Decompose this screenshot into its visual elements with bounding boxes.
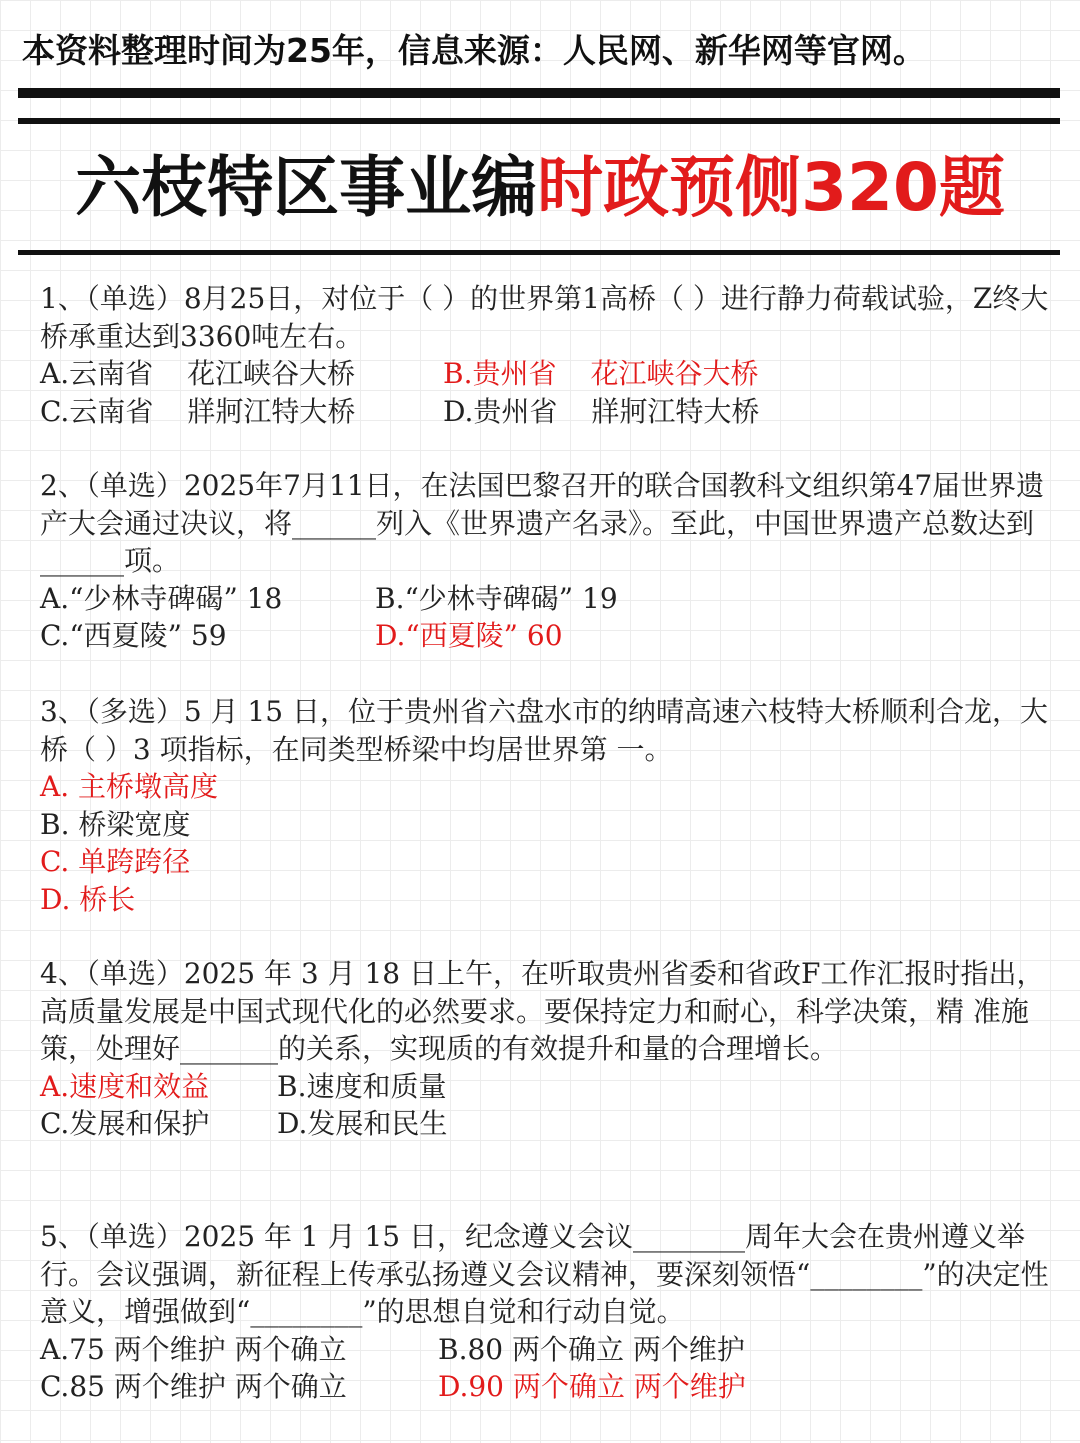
options-row — [40, 1068, 1055, 1106]
source-notice: 本资料整理时间为25年，信息来源：人民网、新华网等官网。 — [22, 31, 926, 70]
top-divider-thin — [18, 118, 1060, 124]
option-c: C.发展和保护 — [40, 1107, 210, 1140]
title-red-part: 时政预侧320题 — [537, 149, 1005, 226]
option-a: A.“少林寺碑碣” 18 — [40, 581, 283, 615]
question-2 — [40, 467, 1055, 655]
question-3 — [40, 693, 1055, 918]
option-d: D.发展和民生 — [277, 1107, 448, 1140]
question-5 — [40, 1218, 1055, 1406]
options-row — [40, 393, 1055, 431]
option-c: C. 单跨跨径 — [40, 845, 191, 878]
option-c: C.云南省 牂牁江特大桥 — [40, 394, 356, 428]
top-divider-thick — [18, 88, 1060, 98]
question-stem: 3、（多选）5 月 15 日，位于贵州省六盘水市的纳晴高速六枝特大桥顺利合龙，大桥（ ）3 项指标，在同类型桥梁中均居世界第 一。 — [40, 695, 1048, 766]
option-d: D.“西夏陵” 60 — [375, 619, 563, 652]
question-stem: 1、（单选）8月25日，对位于（ ）的世界第1高桥（ ）进行静力荷载试验，Z终大桥承重达到3360吨左右。 — [40, 282, 1049, 353]
option-b: B.“少林寺碑碣” 19 — [375, 581, 618, 615]
option-b: B.贵州省 花江峡谷大桥 — [443, 357, 759, 390]
question-stem: 2、（单选）2025年7月11日，在法国巴黎召开的联合国教科文组织第47届世界遗产大会通过决议，将______列入《世界遗产名录》。至此，中国世界遗产总数达到______项。 — [40, 469, 1045, 577]
option-d: D.贵州省 牂牁江特大桥 — [443, 394, 760, 428]
option-a: A.速度和效益 — [40, 1069, 210, 1103]
option-b: B. 桥梁宽度 — [40, 807, 191, 841]
option-d: D.90 两个确立 两个维护 — [438, 1370, 746, 1403]
question-stem: 5、（单选）2025 年 1 月 15 日，纪念遵义会议________周年大会在贵州遵义举行。会议强调，新征程上传承弘扬遵义会议精神，要深刻领悟“________”的决定性意义，增强做到“________”的思想自觉和行动自觉。 — [40, 1220, 1049, 1328]
page-title — [0, 140, 1080, 236]
option-a: A. 主桥墩高度 — [40, 770, 219, 803]
option-a: A.云南省 花江峡谷大桥 — [40, 357, 356, 390]
options-row — [40, 617, 1055, 655]
title-divider — [18, 250, 1060, 255]
title-black-part: 六枝特区事业编 — [75, 149, 538, 226]
options-row — [40, 1105, 1055, 1143]
question-1 — [40, 280, 1055, 430]
options-row — [40, 580, 1055, 618]
options-row — [40, 355, 1055, 393]
option-d: D. 桥长 — [40, 882, 136, 916]
option-b: B.速度和质量 — [277, 1069, 447, 1103]
question-stem: 4、（单选）2025 年 3 月 18 日上午，在听取贵州省委和省政F工作汇报时指出，高质量发展是中国式现代化的必然要求。要保持定力和耐心，科学决策，精 准施策，处理好_______的关系，实现质的有效提升和量的合理增长。 — [40, 957, 1045, 1065]
option-a: A.75 两个维护 两个确立 — [40, 1332, 347, 1366]
options-row — [40, 1331, 1055, 1369]
option-c: C.85 两个维护 两个确立 — [40, 1370, 347, 1403]
question-4 — [40, 955, 1055, 1143]
option-c: C.“西夏陵” 59 — [40, 619, 227, 652]
options-row — [40, 1368, 1055, 1406]
option-b: B.80 两个确立 两个维护 — [438, 1332, 745, 1366]
